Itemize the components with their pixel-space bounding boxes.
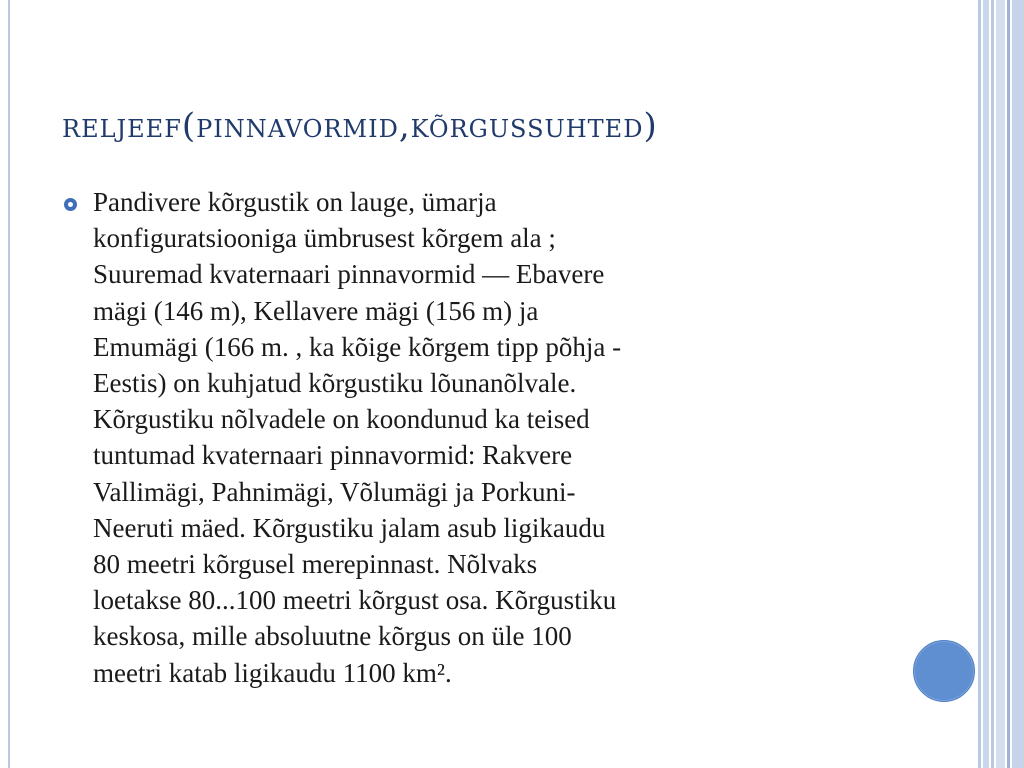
text-line: mägi (146 m), Kellavere mägi (156 m) ja [93,295,539,326]
frame-stripe [996,0,1005,768]
frame-stripe [983,0,989,768]
frame-stripe [991,0,994,768]
right-decorative-frame [978,0,1024,768]
text-line: 80 meetri kõrgusel merepinnast. Nõlvaks [93,549,538,580]
text-line: Emumägi (166 m. , ka kõige kõrgem tipp põhja - [93,331,622,362]
left-border-line [8,0,10,768]
frame-stripe [1012,0,1024,768]
text-line: Vallimägi, Pahnimägi, Võlumägi ja Porkuni- [93,476,576,507]
text-line: keskosa, mille absoluutne kõrgus on üle 100 [93,621,572,652]
text-line: Pandivere kõrgustik on lauge, ümarja [93,187,497,217]
text-line: loetakse 80...100 meetri kõrgust osa. Kõrgustiku [93,585,617,616]
frame-stripe [1007,0,1010,768]
bullet-item [60,184,860,691]
decorative-circle [913,640,975,702]
text-line: konfiguratsiooniga ümbrusest kõrgem ala ; [93,223,556,254]
text-line: tuntumad kvaternaari pinnavormid: Rakvere [93,440,573,471]
bullet-text [93,184,873,691]
text-line: Neeruti mäed. Kõrgustiku jalam asub ligikaudu [93,512,606,543]
slide-title: reljeef(pinnavormid,kõrgussuhted) [62,106,658,146]
text-line: Suuremad kvaternaari pinnavormid — Ebavere [93,259,605,290]
text-line: Kõrgustiku nõlvadele on koondunud ka teised [93,404,590,435]
bullet-icon [64,198,77,211]
text-line: meetri katab ligikaudu 1100 km². [93,657,452,688]
frame-stripe [978,0,981,768]
text-line: Eestis) on kuhjatud kõrgustiku lõunanõlvale. [93,368,577,399]
